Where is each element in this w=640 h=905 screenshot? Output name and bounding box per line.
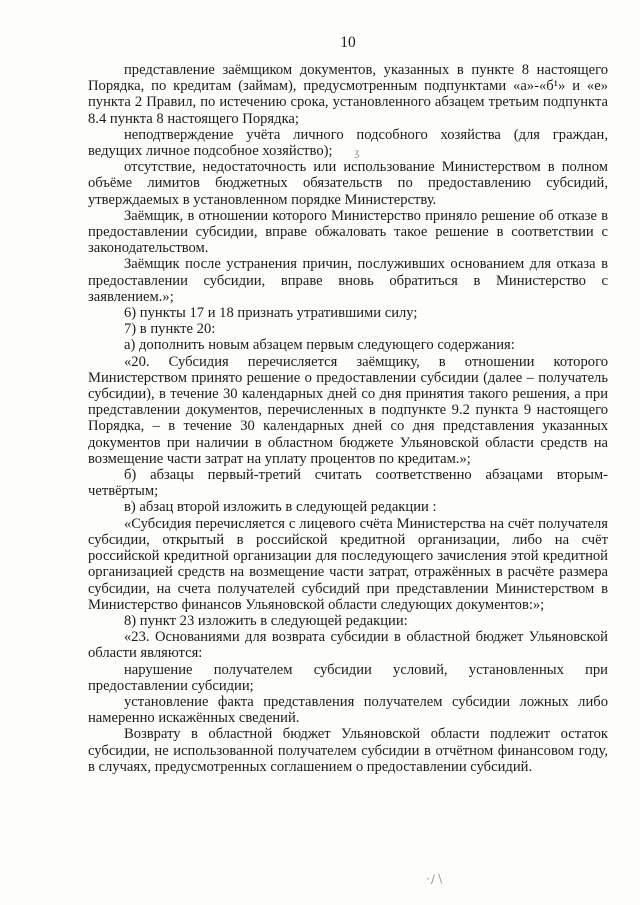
paragraph: Возврату в областной бюджет Ульяновской области подлежит остаток субсидии, не использованной получателем субсидии в отчётном финансовом году, в случаях, предусмотренных соглашением о предоставлении субсидий. (88, 726, 608, 775)
paragraph: в) абзац второй изложить в следующей редакции : (124, 499, 437, 516)
paragraph: б) абзацы первый-третий считать соответственно абзацами вторым-четвёртым; (88, 467, 608, 500)
paragraph: отсутствие, недостаточность или использование Министерством в полном объёме лимитов бюджетных обязательств по предоставлению субсидий, утверждаемых в установленном порядке Министерству. (88, 159, 608, 208)
paragraph: «Субсидия перечисляется с лицевого счёта Министерства на счёт получателя субсидии, открытый в российской кредитной организации, либо на счёт российской кредитной организации для последующего зачисления этой кредитной организацией средств на возмещение части затрат, отражённых в расчёте размера субсидии, на счета получателей субсидий при представлении Министерством в Министерство финансов Ульяновской области следующих документов:»; (88, 515, 608, 613)
page-number: 10 (340, 34, 356, 51)
paragraph: 8) пункт 23 изложить в следующей редакции: (124, 612, 408, 629)
paragraph: установление факта представления получателем субсидии ложных либо намеренно искажённых сведений. (88, 693, 608, 727)
paragraph: Заёмщик, в отношении которого Министерство приняло решение об отказе в предоставлении субсидии, вправе обжаловать такое решение в соответствии с законодательством. (88, 207, 608, 257)
paragraph: нарушение получателем субсидии условий, установленных при предоставлении субсидии; (88, 661, 608, 694)
paragraph: 7) в пункте 20: (124, 321, 216, 338)
paragraph: неподтверждение учёта личного подсобного хозяйства (для граждан, ведущих личное подсобное хозяйство); (88, 126, 608, 160)
paragraph: представление заёмщиком документов, указанных в пункте 8 настоящего Порядка, по кредитам (займам), предусмотренным подпунктами «а»-«б¹» и «е» пункта 2 Правил, по истечению срока, установленного абзацем третьим подпункта 8.4 пункта 8 настоящего Порядка; (88, 62, 608, 127)
scan-artifact-mark: ·∕∖ (426, 872, 445, 886)
document-body (88, 62, 608, 775)
paragraph: Заёмщик после устранения причин, послуживших основанием для отказа в предоставлении субсидии, вправе вновь обратиться в Министерство с заявлением.»; (88, 256, 608, 305)
paragraph: 6) пункты 17 и 18 признать утратившими силу; (124, 305, 418, 322)
paragraph: «23. Основаниями для возврата субсидии в областной бюджет Ульяновской области являются: (88, 629, 608, 662)
scan-artifact-mark: ʒ (354, 148, 360, 159)
paragraph: «20. Субсидия перечисляется заёмщику, в отношении которого Министерством принято решение о предоставлении субсидии (далее – получатель субсидии), в течение 30 календарных дней со дня принятия такого решения, а при представлении документов, перечисленных в подпункте 9.2 пункта 9 настоящего Порядка, – в течение 30 календарных дней со дня представления указанных документов при наличии в областном бюджете Ульяновской области средств на возмещение части затрат на уплату процентов по кредитам.»; (88, 353, 608, 467)
paragraph: а) дополнить новым абзацем первым следующего содержания: (124, 337, 515, 354)
